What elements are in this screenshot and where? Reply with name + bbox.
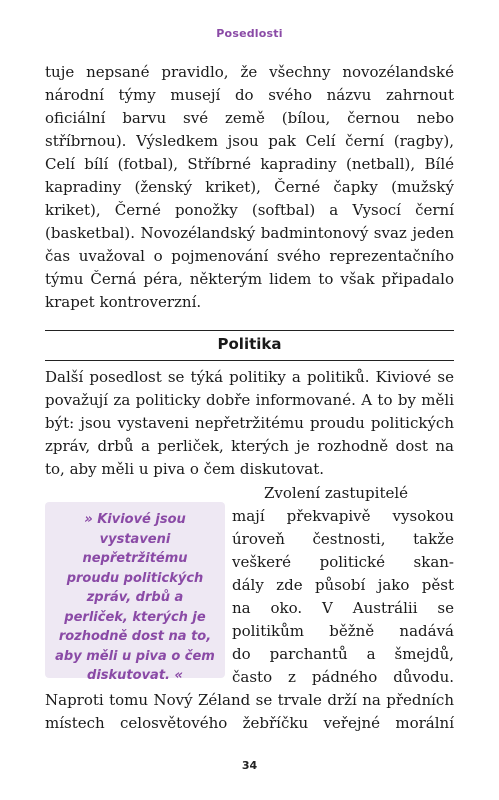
text-line: mají překvapivě vysokou <box>232 507 454 525</box>
body-paragraph: Další posedlost se týká politiky a politiků. Kiviové se považují za politicky dobře informované. A to by měli být: jsou vystaveni nepřetržitému proudu politických zpráv, drbů a perliček, kterých je rozhodně dost na to, aby měli u piva o čem diskutovat. <box>45 368 454 478</box>
text-line: úroveň čestnosti, takže <box>232 530 454 548</box>
section-divider-bottom <box>45 360 454 361</box>
text-line: dály zde působí jako pěst <box>232 576 454 594</box>
text-line: veškeré politické skan- <box>232 553 454 571</box>
text-line: Naproti tomu Nový Zéland se trvale drží na předních <box>45 691 454 709</box>
pull-quote: » Kiviové jsou vystaveni nepřetržitému proudu politických zpráv, drbů a perliček, kterých je rozhodně dost na to, aby měli u piva o čem diskutovat. « <box>45 502 225 678</box>
text-line: na oko. V Austrálii se <box>232 599 454 617</box>
body-paragraph: tuje nepsané pravidlo, že všechny novozélandské národní týmy musejí do svého názvu zahrnout oficiální barvu své země (bílou, černou nebo stříbrnou). Výsledkem jsou pak Celí černí (ragby), Celí bílí (fotbal), Stříbrné kapradiny (netball), Bílé kapradiny (ženský kriket), Černé čapky (mužský kriket), Černé ponožky (softbal) a Vysocí černí (basketbal). Novozélandský badmintonový svaz jeden čas uvažoval o pojmenování svého reprezentačního týmu Černá péra, některým lidem to však připadalo krapet kontroverzní. <box>45 63 454 311</box>
section-divider-top <box>45 330 454 331</box>
text-line: do parchantů a šmejdů, <box>232 645 454 663</box>
text-line: místech celosvětového žebříčku veřejné morální <box>45 714 454 732</box>
text-line: často z pádného důvodu. <box>232 668 454 686</box>
section-heading: Politika <box>217 335 282 353</box>
running-head: Posedlosti <box>216 27 283 40</box>
text-line: politikům běžně nadává <box>232 622 454 640</box>
text-line: Zvolení zastupitelé <box>264 484 409 502</box>
page-number: 34 <box>241 759 258 772</box>
